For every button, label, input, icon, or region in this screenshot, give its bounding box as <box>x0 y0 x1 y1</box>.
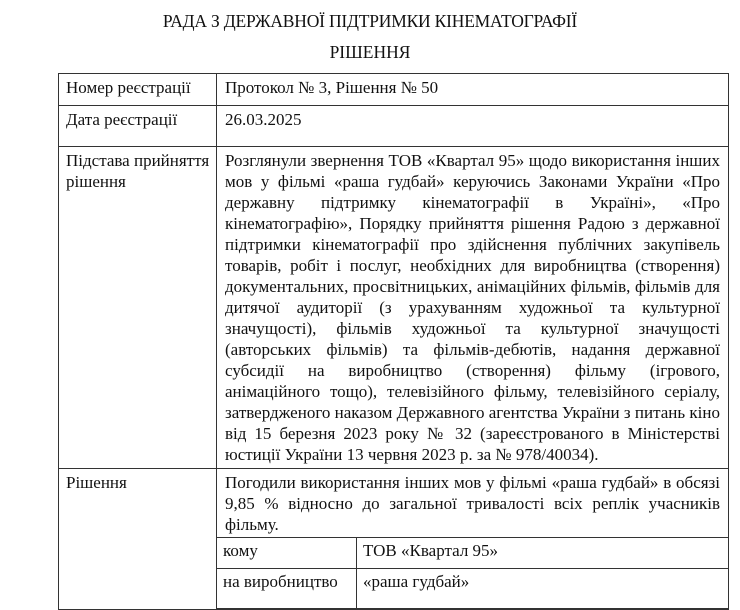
organization-heading: РАДА З ДЕРЖАВНОЇ ПІДТРИМКИ КІНЕМАТОГРАФІЇ <box>162 11 578 31</box>
production-value: «раша гудбай» <box>357 569 729 609</box>
registration-date-label: Дата реєстрації <box>59 106 217 147</box>
table-row-registration-number <box>59 74 729 106</box>
decision-basis-label: Підстава прийняття рішення <box>59 147 217 469</box>
registration-date-value: 26.03.2025 <box>217 106 729 147</box>
decision-details-table <box>217 537 728 609</box>
document-title: РІШЕННЯ <box>329 42 411 62</box>
decision-text: Погодили використання інших мов у фільмі «раша гудбай» в обсязі 9,85 % відносно до загальної тривалості всіх реплік учасників фільму. <box>225 473 720 534</box>
table-row-registration-date <box>59 106 729 147</box>
recipient-label: кому <box>217 538 357 569</box>
registration-number-label: Номер реєстрації <box>59 74 217 106</box>
table-row-decision <box>59 469 729 610</box>
recipient-value: ТОВ «Квартал 95» <box>357 538 729 569</box>
registration-number-value: Протокол № 3, Рішення № 50 <box>217 74 729 106</box>
decision-table <box>58 73 729 610</box>
detail-row-production <box>217 569 728 609</box>
decision-cell <box>217 469 729 610</box>
detail-row-recipient <box>217 538 728 569</box>
production-label: на виробництво <box>217 569 357 609</box>
decision-label: Рішення <box>59 469 217 610</box>
decision-basis-value: Розглянули звернення ТОВ «Квартал 95» щодо використання інших мов у фільмі «раша гудбай» керуючись Законами України «Про державну підтримку кінематографії в Україні», «Про кінематографію», Порядку прийняття рішення Радою з державної підтримки кінематографії про здійснення публічних закупівель товарів, робіт і послуг, необхідних для виробництва (створення) документальних, просвітницьких, анімаційних фільмів, фільмів для дитячої аудиторії (з урахуванням художньої та культурної значущості), фільмів художньої та культурної значущості (авторських фільмів) та фільмів-дебютів, надання державної субсидії на виробництво (створення) фільму (ігрового, анімаційного тощо), телевізійного фільму, телевізійного серіалу, затвердженого наказом Державного агентства України з питань кіно від 15 березня 2023 року № 32 (зареєстрованого в Міністерстві юстиції України 13 червня 2023 р. за № 978/40034). <box>217 147 729 469</box>
table-row-decision-basis <box>59 147 729 469</box>
